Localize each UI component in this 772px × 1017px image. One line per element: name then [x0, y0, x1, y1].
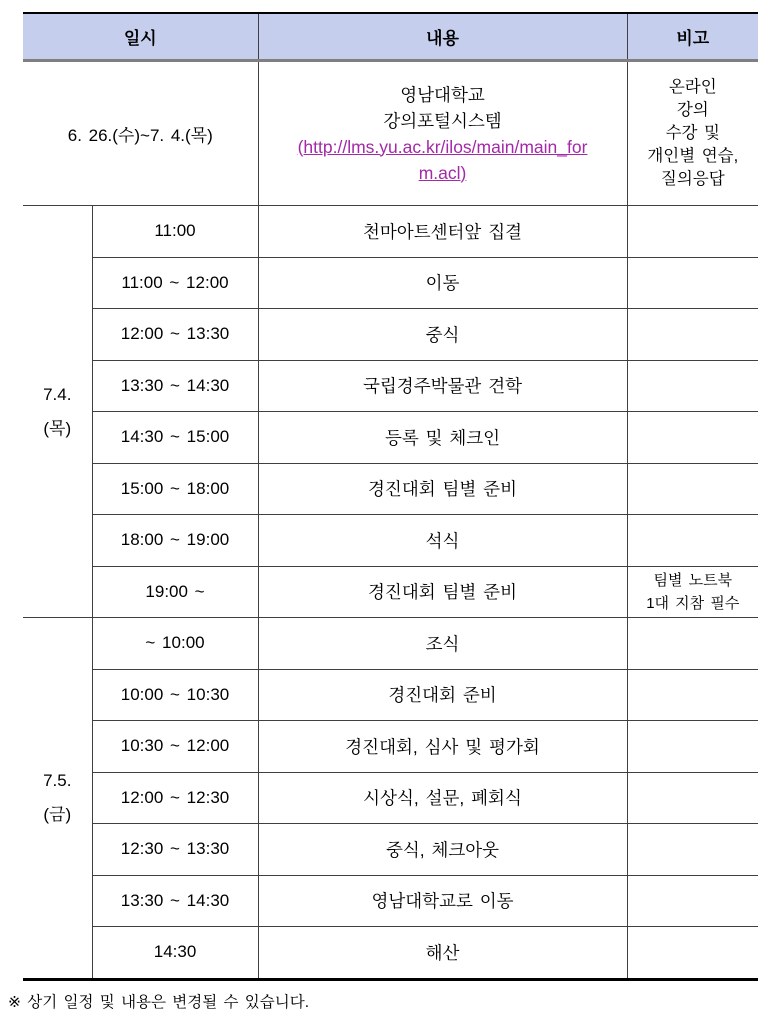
- remark-cell: [627, 875, 758, 927]
- content-cell: 천마아트센터앞 집결: [258, 206, 627, 258]
- content-cell: 경진대회, 심사 및 평가회: [258, 721, 627, 773]
- header-datetime: 일시: [23, 13, 258, 61]
- remark-cell: [627, 206, 758, 258]
- online-course-row: [23, 61, 758, 206]
- time-cell: 19:00 ~: [92, 566, 258, 618]
- remark-cell: [627, 721, 758, 773]
- time-cell: ~ 10:00: [92, 618, 258, 670]
- content-cell: 국립경주박물관 견학: [258, 360, 627, 412]
- time-cell: 10:00 ~ 10:30: [92, 669, 258, 721]
- header-row: [23, 13, 758, 61]
- table-row: [23, 772, 758, 824]
- online-course-remarks: 온라인 강의 수강 및 개인별 연습, 질의응답: [627, 61, 758, 206]
- remark-cell: [627, 824, 758, 876]
- remark-cell: [627, 618, 758, 670]
- remark-cell: [627, 257, 758, 309]
- day-label-75: 7.5. (금): [23, 618, 92, 980]
- portal-name-line1: 영남대학교: [400, 84, 485, 105]
- change-notice-footnote: ※ 상기 일정 및 내용은 변경될 수 있습니다.: [8, 993, 310, 1011]
- online-course-date: 6. 26.(수)~7. 4.(목): [23, 61, 258, 206]
- table-row: [23, 824, 758, 876]
- header-content: 내용: [258, 13, 627, 61]
- time-cell: 15:00 ~ 18:00: [92, 463, 258, 515]
- remark-cell: [627, 515, 758, 567]
- remark-cell: [627, 309, 758, 361]
- time-cell: 14:30: [92, 927, 258, 980]
- remark-cell: [627, 927, 758, 980]
- table-row: [23, 875, 758, 927]
- time-cell: 12:00 ~ 12:30: [92, 772, 258, 824]
- table-row: [23, 257, 758, 309]
- content-cell: 중식, 체크아웃: [258, 824, 627, 876]
- remark-cell: [627, 463, 758, 515]
- content-cell: 석식: [258, 515, 627, 567]
- time-cell: 10:30 ~ 12:00: [92, 721, 258, 773]
- content-cell: 경진대회 준비: [258, 669, 627, 721]
- table-row: [23, 412, 758, 464]
- time-cell: 11:00: [92, 206, 258, 258]
- table-row: [23, 309, 758, 361]
- time-cell: 12:00 ~ 13:30: [92, 309, 258, 361]
- content-cell: 경진대회 팀별 준비: [258, 463, 627, 515]
- header-remarks: 비고: [627, 13, 758, 61]
- time-cell: 13:30 ~ 14:30: [92, 360, 258, 412]
- day-label-74: 7.4. (목): [23, 206, 92, 618]
- content-cell: 시상식, 설문, 폐회식: [258, 772, 627, 824]
- remark-cell: [627, 412, 758, 464]
- remark-cell: [627, 360, 758, 412]
- content-cell: 중식: [258, 309, 627, 361]
- time-cell: 12:30 ~ 13:30: [92, 824, 258, 876]
- table-row: [23, 360, 758, 412]
- content-cell: 해산: [258, 927, 627, 980]
- time-cell: 13:30 ~ 14:30: [92, 875, 258, 927]
- table-row: [23, 927, 758, 980]
- table-row: [23, 566, 758, 618]
- remark-cell: [627, 669, 758, 721]
- portal-link[interactable]: [261, 134, 625, 186]
- content-cell: 영남대학교로 이동: [258, 875, 627, 927]
- table-row: [23, 206, 758, 258]
- portal-name-line2: 강의포털시스템: [383, 110, 502, 131]
- time-cell: 18:00 ~ 19:00: [92, 515, 258, 567]
- portal-link-line2[interactable]: m.acl): [418, 162, 467, 183]
- content-cell: 경진대회 팀별 준비: [258, 566, 627, 618]
- table-row: [23, 721, 758, 773]
- time-cell: 11:00 ~ 12:00: [92, 257, 258, 309]
- portal-link-line1[interactable]: (http://lms.yu.ac.kr/ilos/main/main_for: [297, 136, 588, 157]
- table-row: [23, 618, 758, 670]
- table-row: [23, 669, 758, 721]
- remark-cell: [627, 772, 758, 824]
- content-cell: 이동: [258, 257, 627, 309]
- online-course-content: [258, 61, 627, 206]
- content-cell: 조식: [258, 618, 627, 670]
- time-cell: 14:30 ~ 15:00: [92, 412, 258, 464]
- laptop-note-cell: 팀별 노트북 1대 지참 필수: [627, 566, 758, 618]
- table-row: [23, 463, 758, 515]
- table-row: [23, 515, 758, 567]
- content-cell: 등록 및 체크인: [258, 412, 627, 464]
- schedule-table: [23, 12, 758, 981]
